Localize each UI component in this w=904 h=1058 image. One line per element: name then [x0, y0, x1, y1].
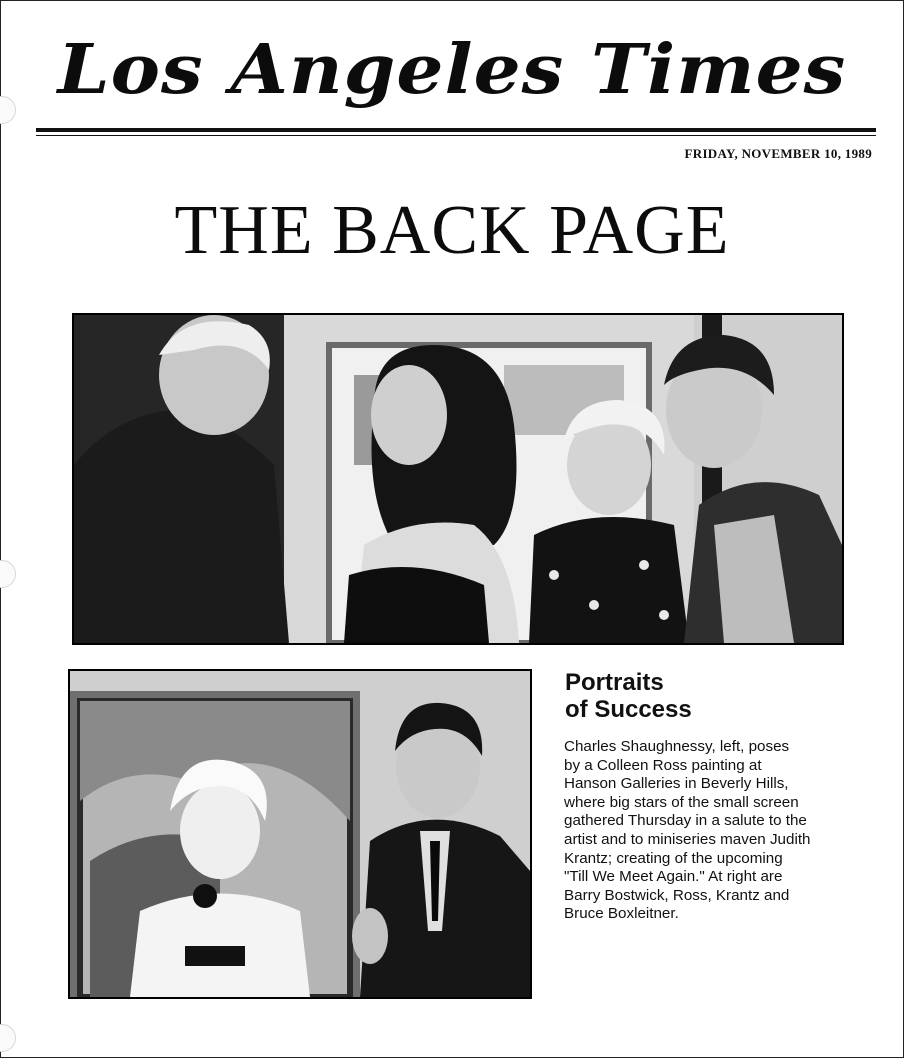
- newspaper-masthead: [40, 18, 864, 122]
- caption-line: Krantz; creating of the upcoming: [564, 849, 783, 867]
- headline-line: of Success: [565, 696, 692, 723]
- caption-line: Bruce Boxleitner.: [564, 905, 679, 923]
- caption-line: Hanson Galleries in Beverly Hills,: [564, 775, 789, 793]
- photo-caption: [564, 738, 868, 924]
- caption-line: where big stars of the small screen: [564, 793, 799, 811]
- caption-line: Barry Bostwick, Ross, Krantz and: [564, 886, 790, 904]
- masthead-rule-thin: [36, 135, 876, 136]
- caption-line: by a Colleen Ross painting at: [564, 756, 762, 774]
- caption-line: gathered Thursday in a salute to the: [564, 812, 807, 830]
- masthead-title: Los Angeles Times: [57, 30, 847, 110]
- headline-line: Portraits: [565, 669, 664, 696]
- caption-line: Charles Shaughnessy, left, poses: [564, 738, 790, 755]
- caption-line: artist and to miniseries maven Judith: [564, 830, 811, 848]
- section-title: THE BACK PAGE: [174, 192, 730, 269]
- caption-line: "Till We Meet Again." At right are: [564, 868, 783, 886]
- group-photo: [72, 313, 844, 645]
- masthead-rule: [36, 128, 876, 132]
- portrait-photo: [68, 669, 532, 999]
- dateline: FRIDAY, NOVEMBER 10, 1989: [684, 146, 872, 161]
- article-headline: [565, 669, 865, 723]
